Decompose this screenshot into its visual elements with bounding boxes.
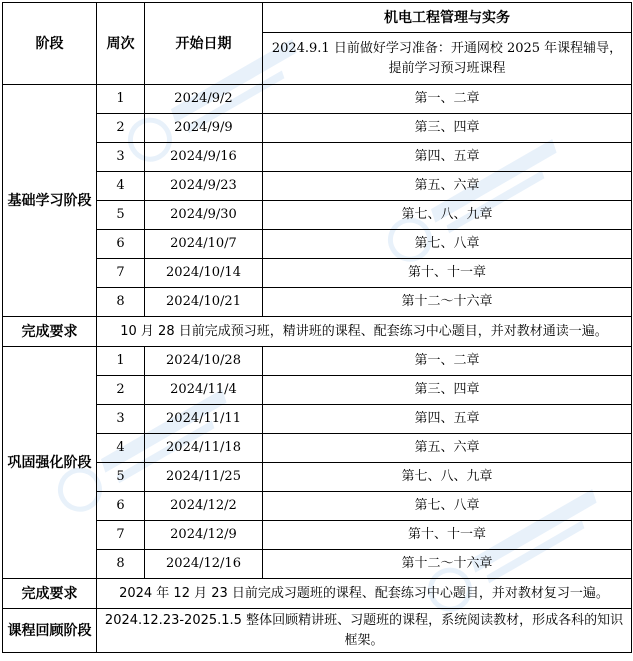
date-cell: 2024/9/16	[145, 143, 263, 172]
chapters-cell: 第三、四章	[263, 114, 632, 143]
requirement-label: 完成要求	[3, 317, 97, 347]
requirement-text: 10 月 28 日前完成预习班，精讲班的课程、配套练习中心题目，并对教材通读一遍。	[97, 317, 632, 347]
chapters-cell: 第十二～十六章	[263, 288, 632, 317]
week-cell: 3	[97, 405, 145, 434]
stage-review: 课程回顾阶段	[3, 609, 97, 653]
requirement-label: 完成要求	[3, 579, 97, 609]
chapters-cell: 第七、八章	[263, 230, 632, 259]
date-cell: 2024/11/18	[145, 434, 263, 463]
chapters-cell: 第五、六章	[263, 172, 632, 201]
requirement-text: 2024 年 12 月 23 日前完成习题班的课程、配套练习中心题目，并对教材复习一遍。	[97, 579, 632, 609]
header-row	[3, 3, 632, 33]
subject-title: 机电工程管理与实务	[263, 3, 632, 33]
chapters-cell: 第十、十一章	[263, 259, 632, 288]
week-cell: 7	[97, 521, 145, 550]
date-cell: 2024/9/9	[145, 114, 263, 143]
table-row	[3, 114, 632, 143]
chapters-cell: 第四、五章	[263, 143, 632, 172]
table-row	[3, 143, 632, 172]
chapters-cell: 第三、四章	[263, 376, 632, 405]
chapters-cell: 第一、二章	[263, 85, 632, 114]
header-week: 周次	[97, 3, 145, 85]
date-cell: 2024/9/23	[145, 172, 263, 201]
week-cell: 4	[97, 172, 145, 201]
chapters-cell: 第十、十一章	[263, 521, 632, 550]
week-cell: 5	[97, 201, 145, 230]
table-row	[3, 201, 632, 230]
date-cell: 2024/11/11	[145, 405, 263, 434]
chapters-cell: 第五、六章	[263, 434, 632, 463]
chapters-cell: 第七、八、九章	[263, 201, 632, 230]
week-cell: 8	[97, 288, 145, 317]
date-cell: 2024/9/30	[145, 201, 263, 230]
week-cell: 4	[97, 434, 145, 463]
date-cell: 2024/11/25	[145, 463, 263, 492]
week-cell: 1	[97, 85, 145, 114]
chapters-cell: 第四、五章	[263, 405, 632, 434]
date-cell: 2024/12/9	[145, 521, 263, 550]
chapters-cell: 第七、八章	[263, 492, 632, 521]
date-cell: 2024/9/2	[145, 85, 263, 114]
prep-note: 2024.9.1 日前做好学习准备：开通网校 2025 年课程辅导，提前学习预习班课程	[263, 33, 632, 85]
week-cell: 6	[97, 230, 145, 259]
date-cell: 2024/10/7	[145, 230, 263, 259]
table-row	[3, 521, 632, 550]
stage-foundation: 基础学习阶段	[3, 85, 97, 317]
table-row	[3, 259, 632, 288]
week-cell: 6	[97, 492, 145, 521]
table-row	[3, 230, 632, 259]
chapters-cell: 第一、二章	[263, 347, 632, 376]
date-cell: 2024/10/28	[145, 347, 263, 376]
date-cell: 2024/12/16	[145, 550, 263, 579]
requirement-row	[3, 317, 632, 347]
table-row	[3, 405, 632, 434]
table-row	[3, 376, 632, 405]
week-cell: 8	[97, 550, 145, 579]
table-row	[3, 550, 632, 579]
week-cell: 2	[97, 114, 145, 143]
chapters-cell: 第七、八、九章	[263, 463, 632, 492]
study-plan-table	[2, 2, 632, 653]
table-row	[3, 288, 632, 317]
table-row	[3, 492, 632, 521]
table-row	[3, 434, 632, 463]
header-stage: 阶段	[3, 3, 97, 85]
week-cell: 5	[97, 463, 145, 492]
date-cell: 2024/11/4	[145, 376, 263, 405]
week-cell: 1	[97, 347, 145, 376]
date-cell: 2024/12/2	[145, 492, 263, 521]
table-row	[3, 85, 632, 114]
date-cell: 2024/10/21	[145, 288, 263, 317]
header-start-date: 开始日期	[145, 3, 263, 85]
week-cell: 2	[97, 376, 145, 405]
requirement-row	[3, 579, 632, 609]
week-cell: 3	[97, 143, 145, 172]
table-row	[3, 463, 632, 492]
week-cell: 7	[97, 259, 145, 288]
date-cell: 2024/10/14	[145, 259, 263, 288]
review-row	[3, 609, 632, 653]
stage-consolidation: 巩固强化阶段	[3, 347, 97, 579]
table-row	[3, 172, 632, 201]
table-row	[3, 347, 632, 376]
review-text: 2024.12.23-2025.1.5 整体回顾精讲班、习题班的课程，系统阅读教材，形成各科的知识框架。	[97, 609, 632, 653]
chapters-cell: 第十二～十六章	[263, 550, 632, 579]
